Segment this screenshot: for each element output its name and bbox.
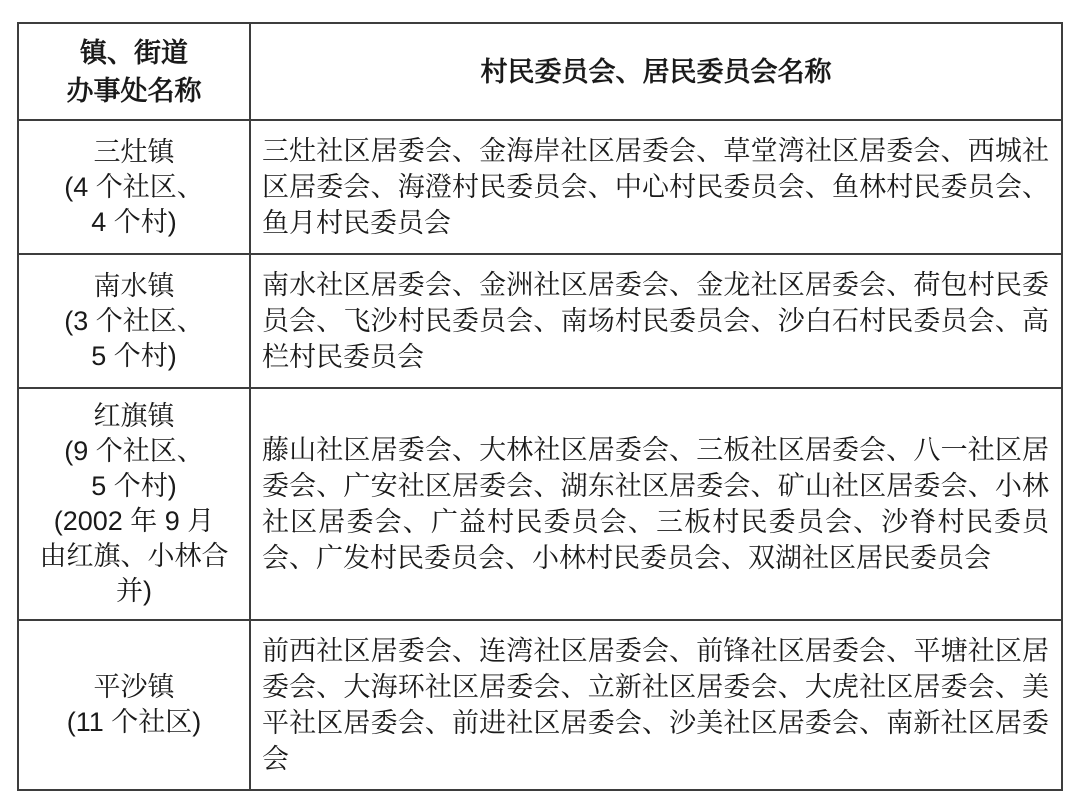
town-line: 4 个村) xyxy=(91,206,177,237)
town-line: (11 个社区) xyxy=(66,707,202,737)
town-line: 红旗镇 xyxy=(93,401,175,431)
town-line: (3 个社区、 xyxy=(64,305,204,336)
town-cell xyxy=(18,120,250,254)
committees-table xyxy=(17,22,1063,791)
header-row xyxy=(18,23,1062,120)
town-line: 平沙镇 xyxy=(93,672,175,702)
table-row xyxy=(18,620,1062,790)
town-cell xyxy=(18,388,250,620)
town-line: (2002 年 9 月 xyxy=(53,506,215,536)
committees-cell: 藤山社区居委会、大林社区居委会、三板社区居委会、八一社区居委会、广安社区居委会、湖东社区居委会、矿山社区居委会、小林社区居委会、广益村民委员会、三板村民委员会、沙脊村民委员会、广发村民委员会、小林村民委员会、双湖社区居民委员会 xyxy=(250,388,1062,620)
header-committees-column: 村民委员会、居民委员会名称 xyxy=(250,23,1062,120)
table-container xyxy=(17,22,1063,791)
town-line: 5 个村) xyxy=(91,471,177,501)
header-town-line-1: 镇、街道 xyxy=(80,37,188,68)
table-row xyxy=(18,388,1062,620)
committees-cell: 三灶社区居委会、金海岸社区居委会、草堂湾社区居委会、西城社区居委会、海澄村民委员会、中心村民委员会、鱼林村民委员会、鱼月村民委员会 xyxy=(250,120,1062,254)
town-line: 并) xyxy=(116,576,152,606)
header-town-line-2: 办事处名称 xyxy=(66,75,202,106)
committees-cell: 南水社区居委会、金洲社区居委会、金龙社区居委会、荷包村民委员会、飞沙村民委员会、南场村民委员会、沙白石村民委员会、高栏村民委员会 xyxy=(250,254,1062,388)
town-line: (9 个社区、 xyxy=(64,436,204,466)
committees-cell: 前西社区居委会、连湾社区居委会、前锋社区居委会、平塘社区居委会、大海环社区居委会、立新社区居委会、大虎社区居委会、美平社区居委会、前进社区居委会、沙美社区居委会、南新社区居委会 xyxy=(250,620,1062,790)
town-cell xyxy=(18,620,250,790)
town-line: 由红旗、小林合 xyxy=(39,541,229,571)
town-line: 5 个村) xyxy=(91,340,177,371)
town-line: 南水镇 xyxy=(93,270,175,301)
header-town-column xyxy=(18,23,250,120)
table-row xyxy=(18,254,1062,388)
town-line: (4 个社区、 xyxy=(64,171,204,202)
table-row xyxy=(18,120,1062,254)
town-cell xyxy=(18,254,250,388)
town-line: 三灶镇 xyxy=(93,136,175,167)
